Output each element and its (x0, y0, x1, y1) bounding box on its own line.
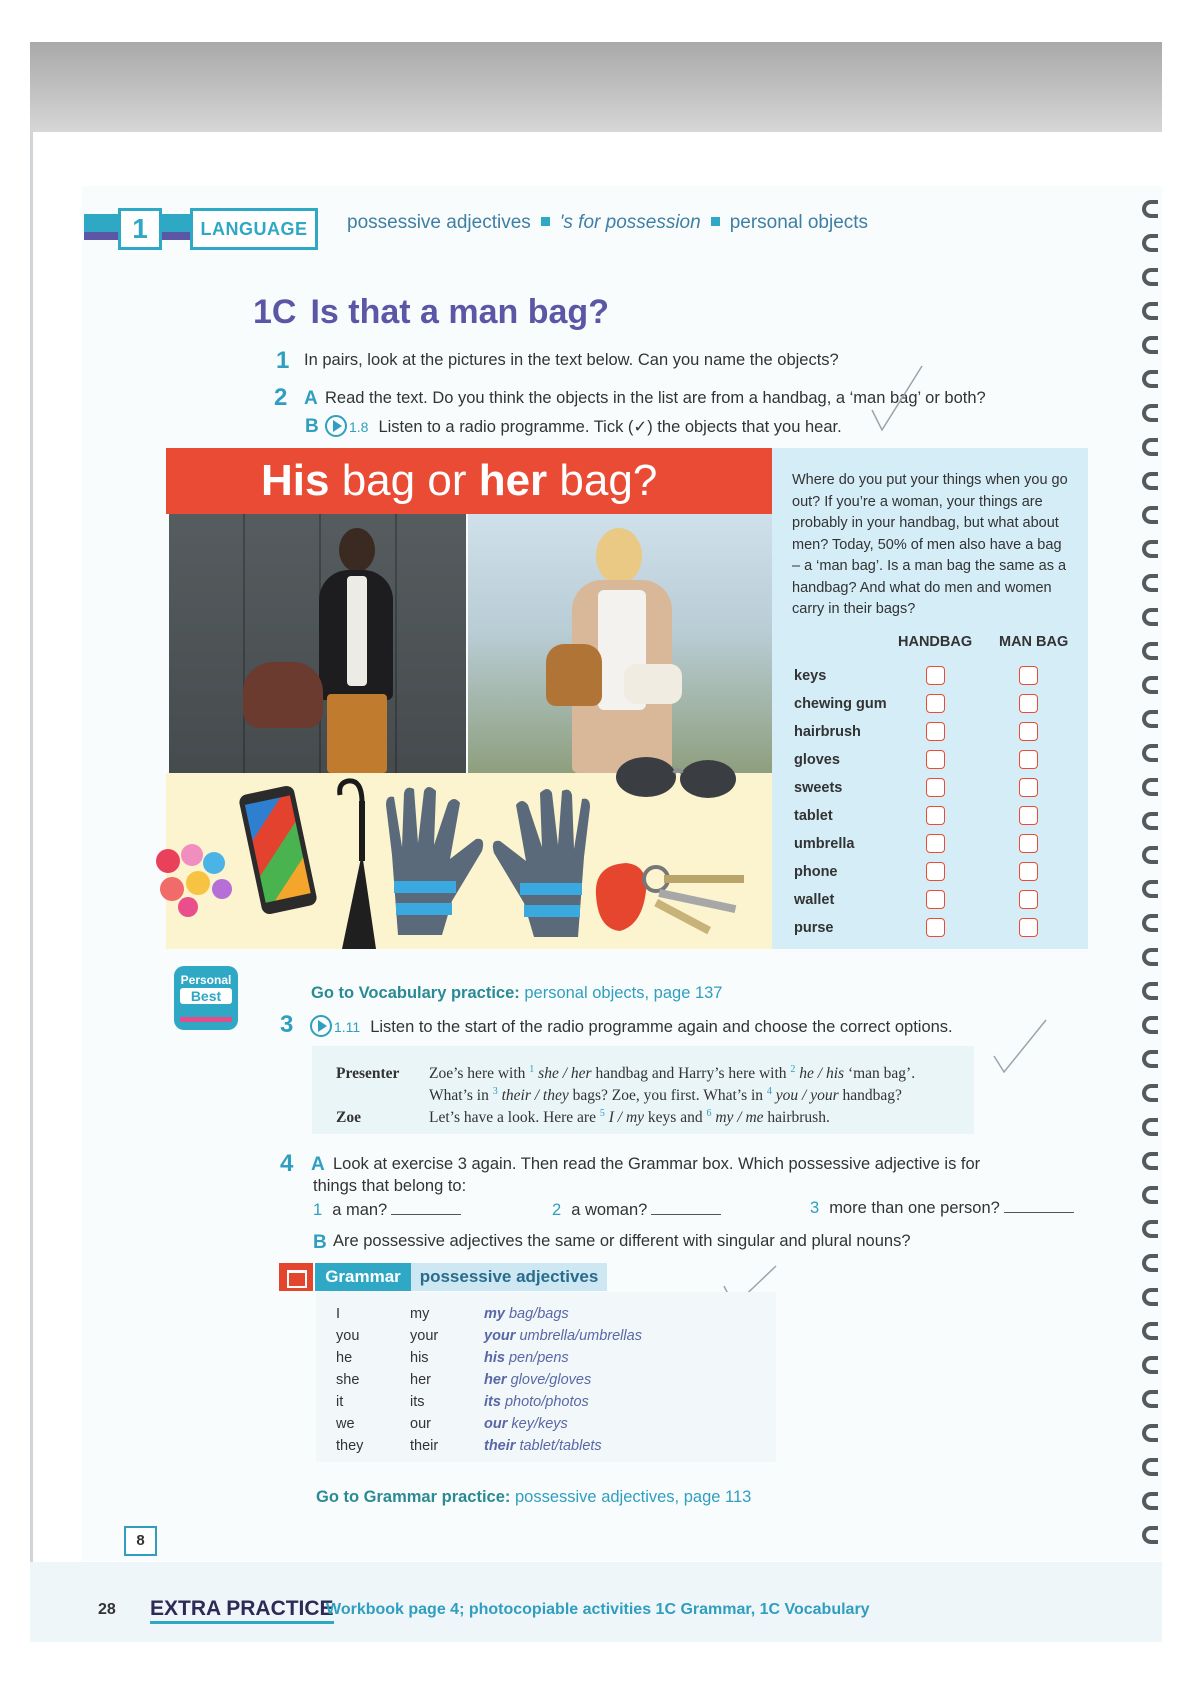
spiral-coil (1142, 1254, 1158, 1272)
spiral-coil (1142, 1186, 1158, 1204)
spiral-coil (1142, 846, 1158, 864)
spiral-coil (1142, 1016, 1158, 1034)
spiral-coil (1142, 506, 1158, 524)
spiral-coil (1142, 1492, 1158, 1510)
spiral-coil (1142, 336, 1158, 354)
spiral-binding (1140, 200, 1160, 1560)
handbag-checkbox[interactable] (926, 834, 945, 853)
grammar-example: his pen/pens (484, 1350, 569, 1366)
answer-blank[interactable] (1004, 1212, 1074, 1213)
checklist-row (772, 916, 1088, 942)
handbag-checkbox[interactable] (926, 694, 945, 713)
umbrella-icon (336, 773, 376, 949)
answer-option[interactable]: their / they (501, 1087, 569, 1105)
object-label: hairbrush (794, 724, 861, 740)
instruction-text: Listen to the start of the radio programme again and choose the correct options. (370, 1018, 953, 1036)
man-bag-checkbox[interactable] (1019, 918, 1038, 937)
man-bag-checkbox[interactable] (1019, 750, 1038, 769)
grammar-example: its photo/photos (484, 1394, 589, 1410)
square-bullet-icon (541, 217, 550, 226)
checklist-row (772, 692, 1088, 718)
subject-pronoun: it (336, 1394, 344, 1410)
grammar-row (316, 1350, 776, 1372)
man-bag-checkbox[interactable] (1019, 694, 1038, 713)
page-number: 28 (98, 1601, 116, 1618)
extra-practice-text: Workbook page 4; photocopiable activities 1C Grammar, 1C Vocabulary (326, 1601, 870, 1618)
exercise-instruction: Read the text. Do you think the objects in the list are from a handbag, a ‘man bag’ or both? (325, 389, 986, 407)
subject-pronoun: they (336, 1438, 364, 1454)
checklist-row (772, 748, 1088, 774)
grammar-title: possessive adjectives (411, 1263, 607, 1291)
handbag-checkbox[interactable] (926, 862, 945, 881)
extra-practice-title: EXTRA PRACTICE (150, 1597, 334, 1624)
grammar-row (316, 1394, 776, 1416)
spiral-coil (1142, 574, 1158, 592)
spiral-coil (1142, 370, 1158, 388)
spiral-coil (1142, 1050, 1158, 1068)
spiral-coil (1142, 744, 1158, 762)
exercise-instruction (325, 415, 842, 437)
object-label: chewing gum (794, 696, 887, 712)
subject-pronoun: we (336, 1416, 355, 1432)
man-bag-checkbox[interactable] (1019, 862, 1038, 881)
man-bag-checkbox[interactable] (1019, 834, 1038, 853)
lesson-topics (347, 212, 868, 234)
handbag-checkbox[interactable] (926, 666, 945, 685)
object-label: gloves (794, 752, 840, 768)
column-header-man-bag: MAN BAG (999, 634, 1069, 650)
object-label: sweets (794, 780, 843, 796)
spiral-coil (1142, 880, 1158, 898)
scan-shadow (30, 42, 1162, 142)
dialogue-line: What’s in $^3$ their / they bags? Zoe, you first. What’s in $^4$ you / your handbag? (429, 1086, 902, 1105)
handbag-checkbox[interactable] (926, 918, 945, 937)
man-bag-checkbox[interactable] (1019, 666, 1038, 685)
object-label: keys (794, 668, 827, 684)
possessive-adjective: her (410, 1372, 431, 1388)
handbag-checkbox[interactable] (926, 722, 945, 741)
grammar-label: Grammar (315, 1263, 411, 1291)
spiral-coil (1142, 472, 1158, 490)
spiral-coil (1142, 268, 1158, 286)
exercise-instruction: In pairs, look at the pictures in the text below. Can you name the objects? (304, 351, 839, 369)
grammar-example: her glove/gloves (484, 1372, 592, 1388)
grammar-row (316, 1372, 776, 1394)
exercise-instruction: Are possessive adjectives the same or different with singular and plural nouns? (333, 1232, 911, 1250)
spiral-coil (1142, 404, 1158, 422)
instruction-text: Listen to a radio programme. Tick (✓) the objects that you hear. (378, 418, 842, 436)
photo-woman-with-bag (468, 514, 772, 773)
question-item: 2 a woman? (552, 1201, 721, 1220)
object-label: tablet (794, 808, 833, 824)
subject-pronoun: she (336, 1372, 360, 1388)
answer-blank[interactable] (391, 1214, 461, 1215)
unit-number: 1 (118, 208, 162, 250)
exercise-letter: B (313, 1232, 327, 1253)
spiral-coil (1142, 608, 1158, 626)
checklist-row (772, 776, 1088, 802)
vocabulary-practice-link[interactable]: Go to Vocabulary practice: personal objects, page 137 (311, 984, 723, 1002)
spiral-coil (1142, 1118, 1158, 1136)
square-bullet-icon (711, 217, 720, 226)
spiral-coil (1142, 948, 1158, 966)
handbag-checkbox[interactable] (926, 890, 945, 909)
grammar-row (316, 1306, 776, 1328)
exercise-number: 2 (274, 384, 288, 411)
topic: 's for possession (559, 212, 701, 233)
person-head (596, 528, 642, 584)
photo-man-with-bag (169, 514, 466, 773)
page-reference-box: 8 (124, 1526, 157, 1556)
topic: personal objects (729, 212, 869, 233)
subject-pronoun: he (336, 1350, 353, 1366)
exercise-number: 1 (276, 347, 290, 374)
answer-blank[interactable] (651, 1214, 721, 1215)
sweets-icon (142, 833, 242, 923)
answer-option[interactable]: he / his (799, 1065, 845, 1083)
possessive-adjective: our (410, 1416, 431, 1432)
grammar-example: my bag/bags (484, 1306, 569, 1322)
object-label: wallet (794, 892, 835, 908)
exercise-instruction: Look at exercise 3 again. Then read the Grammar box. Which possessive adjective is for (333, 1155, 981, 1173)
subject-pronoun: I (336, 1306, 341, 1322)
column-header-handbag: HANDBAG (898, 634, 973, 650)
object-label: phone (794, 864, 838, 880)
glove-icon (372, 785, 492, 935)
handbag-checkbox[interactable] (926, 750, 945, 769)
grammar-example: your umbrella/umbrellas (484, 1328, 642, 1344)
handbag-checkbox[interactable] (926, 778, 945, 797)
spiral-coil (1142, 676, 1158, 694)
spiral-coil (1142, 710, 1158, 728)
sunglasses-icon (612, 751, 742, 801)
spiral-coil (1142, 1288, 1158, 1306)
checklist-row (772, 832, 1088, 858)
man-bag-checkbox[interactable] (1019, 778, 1038, 797)
book-icon (279, 1263, 313, 1291)
exercise-instruction: things that belong to: (313, 1177, 467, 1195)
phone-icon (238, 785, 318, 916)
objects-photo (166, 773, 772, 949)
spiral-coil (1142, 200, 1158, 218)
spiral-coil (1142, 1390, 1158, 1408)
audio-track: 1.8 (349, 419, 369, 435)
checklist-row (772, 804, 1088, 830)
handbag (546, 644, 602, 706)
possessive-adjective: my (410, 1306, 430, 1322)
spiral-coil (1142, 234, 1158, 252)
question-item: 1 a man? (313, 1201, 461, 1220)
man-bag-checkbox[interactable] (1019, 806, 1038, 825)
spiral-coil (1142, 1152, 1158, 1170)
person-trousers (327, 694, 387, 773)
dialogue-box (312, 1046, 974, 1134)
possessive-adjective: their (410, 1438, 439, 1454)
keys-icon (586, 835, 756, 945)
possessive-adjective: your (410, 1328, 439, 1344)
exercise-letter: A (311, 1154, 325, 1175)
spiral-coil (1142, 778, 1158, 796)
exercise-number: 3 (280, 1011, 294, 1038)
grammar-practice-link[interactable]: Go to Grammar practice: possessive adjectives, page 113 (316, 1488, 752, 1506)
spiral-coil (1142, 1424, 1158, 1442)
spiral-coil (1142, 1220, 1158, 1238)
answer-option[interactable]: you / your (775, 1087, 839, 1105)
checklist-row (772, 888, 1088, 914)
article (166, 448, 1088, 949)
grammar-row (316, 1328, 776, 1350)
spiral-coil (1142, 302, 1158, 320)
exercise-number: 4 (280, 1150, 294, 1177)
dialogue-line: Zoe Let’s have a look. Here are $^5$ I / my keys and $^6$ my / me hairbrush. (336, 1108, 830, 1127)
spiral-coil (1142, 1526, 1158, 1544)
article-heading: His bag or her bag? (166, 448, 772, 514)
spiral-coil (1142, 1458, 1158, 1476)
spiral-coil (1142, 1084, 1158, 1102)
possessive-adjective: its (410, 1394, 425, 1410)
section-label: LANGUAGE (190, 208, 318, 250)
question-item: 3 more than one person? (810, 1199, 1074, 1218)
answer-option[interactable]: my / me (715, 1109, 764, 1127)
pencil-tick-mark (868, 362, 958, 434)
article-text-panel (772, 448, 1088, 949)
audio-play-icon[interactable] (310, 1015, 332, 1037)
grammar-example: their tablet/tablets (484, 1438, 602, 1454)
checklist-row (772, 664, 1088, 690)
handbag-checkbox[interactable] (926, 806, 945, 825)
object-label: umbrella (794, 836, 855, 852)
checklist-row (772, 860, 1088, 886)
answer-option[interactable]: she / her (538, 1065, 592, 1083)
spiral-coil (1142, 540, 1158, 558)
spiral-coil (1142, 914, 1158, 932)
audio-track: 1.11 (334, 1019, 361, 1035)
answer-option[interactable]: I / my (608, 1109, 645, 1127)
spiral-coil (1142, 1356, 1158, 1374)
exercise-instruction (310, 1015, 953, 1037)
person-shirt (347, 576, 367, 686)
spiral-coil (1142, 642, 1158, 660)
checklist-row (772, 720, 1088, 746)
audio-play-icon[interactable] (325, 415, 347, 437)
rolled-papers (624, 664, 682, 704)
dialogue-line: Presenter Zoe’s here with $^1$ she / her handbag and Harry’s here with $^2$ he / his ‘man bag’. (336, 1064, 916, 1083)
grammar-example: our key/keys (484, 1416, 568, 1432)
man-bag-checkbox[interactable] (1019, 890, 1038, 909)
exercise-letter: A (304, 388, 318, 409)
topic: possessive adjectives (347, 212, 531, 233)
person-head (339, 528, 375, 572)
man-bag (243, 662, 323, 728)
grammar-row (316, 1438, 776, 1460)
article-body: Where do you put your things when you go out? If you’re a woman, your things are probably in your handbag, but what about men? Today, 50% of men also have a bag – a ‘man bag’. Is a man bag the same as a handbag? And what do men and women carry in their bags? (792, 472, 1068, 617)
spiral-coil (1142, 982, 1158, 1000)
spiral-coil (1142, 812, 1158, 830)
possessive-adjective: his (410, 1350, 429, 1366)
man-bag-checkbox[interactable] (1019, 722, 1038, 741)
spiral-coil (1142, 1322, 1158, 1340)
spiral-coil (1142, 438, 1158, 456)
grammar-table (316, 1292, 776, 1462)
object-label: purse (794, 920, 834, 936)
exercise-letter: B (305, 416, 319, 437)
personal-best-badge: Personal Best (174, 966, 238, 1030)
lesson-heading: Is that a man bag? (310, 293, 609, 331)
lesson-code: 1C (253, 293, 297, 331)
lesson-title (253, 293, 609, 332)
grammar-row (316, 1416, 776, 1438)
pencil-tick-mark (990, 1016, 1050, 1074)
subject-pronoun: you (336, 1328, 360, 1344)
